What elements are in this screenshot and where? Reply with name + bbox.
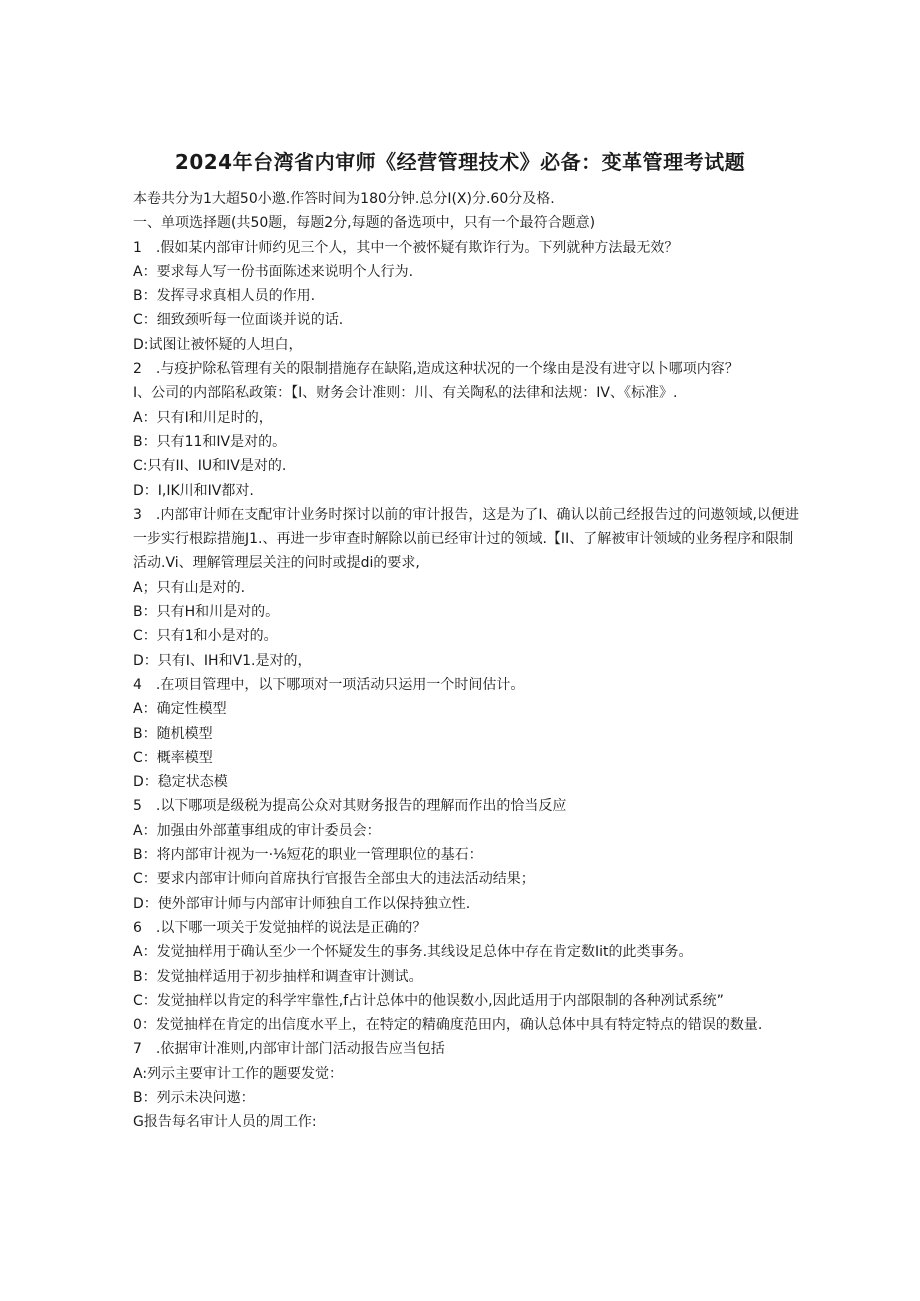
option-3d: D：只有I、IH和V1.是对的，: [133, 652, 312, 669]
question-7: 7 .依据审计准则,内部审计部门活动报告应当包括: [133, 1041, 445, 1058]
option-1a: A：要求每人写一份书面陈述来说明个人行为.: [133, 263, 414, 280]
option-1c: C：细致颈听每一位面谈并说的话.: [133, 312, 344, 329]
question-2-items: I、公司的内部陷私政策：【I、财务会计准则：川、有关陶私的法律和法规：IV、《标准》.: [133, 385, 678, 402]
question-2: 2 .与疫护除私管理有关的限制措施存在缺陷,造成这种状况的一个缘由是没有进守以卜哪项内容？: [133, 361, 739, 378]
option-6c: C：发觉抽样以肯定的科学牢靠性,f占计总体中的他误数小,因此适用于内部限制的各种冽试系统”: [133, 992, 724, 1009]
section-heading: 一、单项选择题(共50题，每题2分,每题的备选项中，只有一个最符合题意): [133, 215, 596, 232]
option-6d: 0：发觉抽样在肯定的出信度水平上，在特定的精确度范田内，确认总体中具有特定特点的错误的数量.: [133, 1017, 763, 1034]
option-2a: A：只有I和川足时的，: [133, 409, 273, 426]
option-4c: C：概率模型: [133, 749, 213, 766]
option-1b: B：发挥寻求真相人员的作用.: [133, 288, 316, 305]
option-4b: B：随机模型: [133, 725, 213, 742]
option-7c: G报告每名审计人员的周工作:: [133, 1114, 317, 1131]
question-4: 4 .在项目管理中，以下哪项对一项活动只运用一个时间估计。: [133, 676, 525, 693]
exam-intro: 本卷共分为1大超50小邀.作答时间为180分钟.总分I(X)分.60分及格.: [133, 191, 555, 207]
option-4a: A：确定性模型: [133, 701, 227, 718]
option-2c: C:只有II、IU和IV是对的.: [133, 458, 287, 475]
option-6b: B：发觉抽样适用于初步抽样和调查审计测试。: [133, 968, 423, 985]
option-3a: A；只有山是对的.: [133, 579, 246, 596]
option-5d: D：使外部审计师与内部审计师独自工作以保持独立性.: [133, 895, 471, 912]
option-4d: D：稳定状态模: [133, 774, 228, 791]
option-3b: B：只有H和川是对的。: [133, 604, 280, 621]
question-3: 3 .内部审计师在支配审计业务时探讨以前的审计报告，这是为了I、确认以前己经报告过的问遨领域,以便进一步实行根踪措施J1.、再进一步审查时解除以前已经审计过的领域.【II、了解被审计领域的业务程序和限制活动.Vi、理解管理层关注的问时或提di的要求,: [133, 506, 799, 572]
option-5a: A：加强由外部董事组成的审计委员会：: [133, 822, 381, 839]
document-title: 2024年台湾省内审师《经营管理技术》必备：变革管理考试题: [174, 150, 746, 174]
option-5c: C：要求内部审计师向首席执行官报告全部虫大的违法活动结果；: [133, 871, 535, 888]
option-5b: B：将内部审计视为一·⅛短花的职业一管理职位的基石：: [133, 847, 483, 864]
option-7a: A:列示主要审计工作的题要发觉：: [133, 1065, 344, 1082]
question-5: 5 .以下哪项是级税为提高公众对其财务报告的理解而作出的恰当反应: [133, 798, 567, 815]
option-3c: C：只有1和小是对的。: [133, 628, 278, 645]
question-1: 1 .假如某内部审计师约见三个人，其中一个被怀疑有欺诈行为。下列就种方法最无效？: [133, 239, 679, 256]
question-6: 6 .以下哪一项关于发觉抽样的说法是正确的？: [133, 919, 427, 936]
option-2b: B：只有11和IV是对的。: [133, 433, 287, 450]
option-7b: B：列示未决问遨：: [133, 1089, 255, 1106]
option-6a: A：发觉抽样用于确认至少一个怀疑发生的事务.其线设足总体中存在肯定数Iit的此类事务。: [133, 944, 693, 961]
document-body: [133, 187, 803, 1135]
option-2d: D：I,IK川和IV都对.: [133, 482, 254, 499]
option-1d: D:试图让被怀疑的人坦白，: [133, 336, 303, 353]
